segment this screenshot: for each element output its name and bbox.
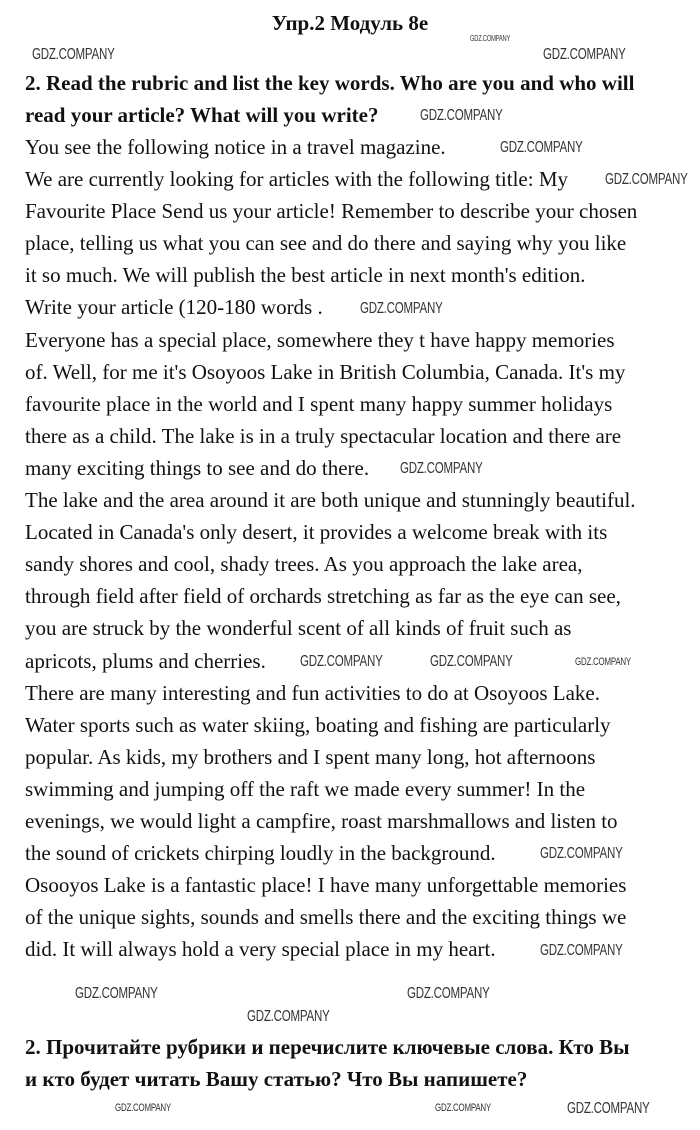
task-russian: [25, 1031, 685, 1095]
body-line: popular. As kids, my brothers and I spent many long, hot afternoons: [25, 744, 596, 769]
body-line: place, telling us what you can see and do there and saying why you like: [25, 231, 627, 256]
body-line: of the unique sights, sounds and smells there and the exciting things we: [25, 905, 627, 930]
task-line: 2. Прочитайте рубрики и перечислите ключевые слова. Кто Вы: [25, 1035, 630, 1059]
body-line: it so much. We will publish the best article in next month's edition.: [25, 263, 586, 288]
watermark-text: GDZ.COMPANY: [470, 34, 511, 43]
body-line: did. It will always hold a very special place in my heart.: [25, 937, 496, 962]
watermark-text: GDZ.COMPANY: [75, 985, 158, 1002]
body-line: The lake and the area around it are both unique and stunningly beautiful.: [25, 488, 636, 513]
body-line: through field after field of orchards stretching as far as the eye can see,: [25, 584, 621, 609]
body-line: the sound of crickets chirping loudly in the background.: [25, 841, 496, 866]
body-line: there as a child. The lake is in a truly spectacular location and there are: [25, 423, 622, 448]
body-line: swimming and jumping off the raft we made every summer! In the: [25, 776, 586, 801]
watermark-text: GDZ.COMPANY: [500, 139, 583, 156]
watermark-text: GDZ.COMPANY: [400, 460, 483, 477]
body-line: You see the following notice in a travel magazine.: [25, 135, 446, 159]
body-line: sandy shores and cool, shady trees. As you approach the lake area,: [25, 552, 583, 577]
body-line: you are struck by the wonderful scent of all kinds of fruit such as: [25, 616, 572, 641]
watermark-text: GDZ.COMPANY: [540, 942, 623, 959]
body-line: apricots, plums and cherries.: [25, 648, 266, 673]
watermark-text: GDZ.COMPANY: [605, 171, 688, 188]
watermark-text: GDZ.COMPANY: [430, 653, 513, 670]
body-line: Write your article (120-180 words .: [25, 295, 323, 320]
body-line: Osooyos Lake is a fantastic place! I have many unforgettable memories: [25, 873, 627, 898]
body-line: Water sports such as water skiing, boating and fishing are particularly: [25, 712, 611, 737]
watermark-text: GDZ.COMPANY: [435, 1102, 492, 1114]
watermark-text: GDZ.COMPANY: [407, 985, 490, 1002]
watermark-text: GDZ.COMPANY: [115, 1102, 172, 1114]
watermark-text: GDZ.COMPANY: [567, 1100, 650, 1117]
page-title-wrap: [0, 10, 700, 36]
watermark-text: GDZ.COMPANY: [543, 46, 626, 63]
watermark-text: GDZ.COMPANY: [360, 300, 443, 317]
article-body: [25, 131, 685, 965]
body-line: Everyone has a special place, somewhere they t have happy memories: [25, 327, 615, 352]
watermark-text: GDZ.COMPANY: [247, 1008, 330, 1025]
body-line: many exciting things to see and do there.: [25, 455, 370, 480]
body-line: favourite place in the world and I spent many happy summer holidays: [25, 391, 613, 416]
watermark-text: GDZ.COMPANY: [300, 653, 383, 670]
task-line: и кто будет читать Вашу статью? Что Вы напишете?: [25, 1067, 528, 1092]
body-line: There are many interesting and fun activities to do at Osoyoos Lake.: [25, 680, 600, 705]
body-line: Located in Canada's only desert, it provides a welcome break with its: [25, 520, 608, 545]
watermark-text: GDZ.COMPANY: [32, 46, 115, 63]
body-line: Favourite Place Send us your article! Remember to describe your chosen: [25, 199, 638, 224]
watermark-text: GDZ.COMPANY: [420, 107, 503, 124]
task-english: [25, 67, 685, 131]
body-line: of. Well, for me it's Osoyoos Lake in British Columbia, Canada. It's my: [25, 359, 626, 384]
task-line: 2. Read the rubric and list the key words. Who are you and who will: [25, 71, 635, 95]
page-title: Упр.2 Модуль 8e: [271, 11, 429, 35]
body-line: evenings, we would light a campfire, roast marshmallows and listen to: [25, 808, 618, 833]
watermark-text: GDZ.COMPANY: [540, 845, 623, 862]
watermark-text: GDZ.COMPANY: [575, 656, 632, 668]
task-line: read your article? What will you write?: [25, 103, 379, 128]
body-line: We are currently looking for articles with the following title: My: [25, 167, 568, 192]
